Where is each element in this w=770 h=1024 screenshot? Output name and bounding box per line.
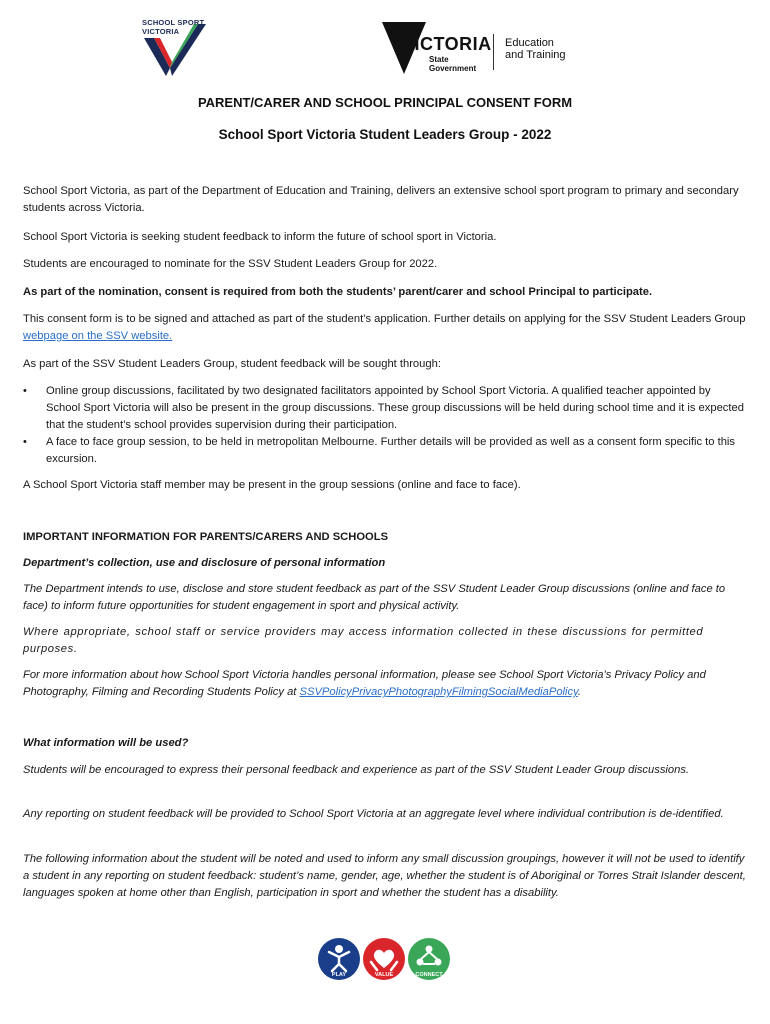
important-paragraph-2: Where appropriate, school staff or service providers may access information collected in these discussions for permitted purposes.: [23, 626, 704, 655]
important-paragraph-3: [23, 667, 748, 701]
important-paragraph-3-end: .: [577, 686, 581, 698]
play-icon: [318, 938, 360, 980]
vic-government-logo: [382, 20, 582, 76]
ssv-logo-line1: SCHOOL SPORT: [142, 18, 205, 27]
logo-divider: [493, 34, 494, 70]
vic-logo-sub2: Government: [429, 64, 477, 73]
ssv-privacy-policy-link[interactable]: SSVPolicyPrivacyPhotographyFilmingSocialMediaPolicy: [299, 686, 578, 698]
intro-paragraph-5: [23, 311, 748, 345]
what-info-paragraph-2: Any reporting on student feedback will be provided to School Sport Victoria at an aggregate level where individual contribution is de-identified.: [23, 808, 724, 820]
bullet-glyph-1: •: [23, 385, 27, 397]
form-title: PARENT/CARER AND SCHOOL PRINCIPAL CONSENT FORM: [197, 95, 573, 110]
what-info-paragraph-3: The following information about the student will be noted and used to inform any small discussion groupings, however it will not be used to identify a student in any reporting on student feedback: student’s name, gender, age, whether the student is of Aboriginal or Torres Strait Islander descent, languages spoken at home other than English, participation in sport and whether the student has a disability.: [23, 853, 746, 899]
bullet-glyph-2: •: [23, 436, 27, 448]
important-subheading: Department’s collection, use and disclosure of personal information: [23, 557, 386, 569]
important-paragraph-3-text: For more information about how School Sport Victoria handles personal information, please see School Sport Victoria’s Privacy Policy and Photography, Filming and Recording Students Policy at: [23, 669, 706, 698]
form-subtitle: School Sport Victoria Student Leaders Group - 2022: [218, 127, 552, 142]
ssv-logo-text: [142, 18, 204, 36]
ssv-logo-line2: VICTORIA: [142, 27, 180, 36]
connect-icon: [408, 938, 450, 980]
important-paragraph-1: The Department intends to use, disclose and store student feedback as part of the SSV Student Leader Group discussions (online and face to face) to inform future opportunities for student engagement in sport and physical activity.: [23, 583, 726, 612]
intro-paragraph-5-text: This consent form is to be signed and attached as part of the student’s application. Further details on applying for the SSV Student Leaders Group: [23, 313, 746, 325]
dept-line1: Education: [505, 37, 554, 49]
intro-paragraph-6: As part of the SSV Student Leaders Group, student feedback will be sought through:: [23, 358, 441, 370]
dept-line2: and Training: [505, 49, 566, 61]
ssv-logo: [140, 16, 212, 78]
vic-logo-word: VICTORIA: [402, 34, 492, 54]
vic-logo-sub1: State: [429, 55, 449, 64]
what-info-heading: What information will be used?: [23, 737, 189, 749]
intro-paragraph-4: As part of the nomination, consent is required from both the students’ parent/carer and school Principal to participate.: [23, 286, 653, 298]
intro-paragraph-7: A School Sport Victoria staff member may be present in the group sessions (online and face to face).: [23, 479, 521, 491]
footer-icons: [318, 938, 454, 982]
connect-label: CONNECT: [415, 972, 443, 978]
intro-paragraph-3: Students are encouraged to nominate for the SSV Student Leaders Group for 2022.: [23, 258, 438, 270]
play-label: PLAY: [331, 972, 347, 978]
value-icon: [363, 938, 405, 980]
bullet-item-1: Online group discussions, facilitated by two designated facilitators appointed by School Sport Victoria. A qualified teacher appointed by School Sport Victoria will also be present in the group discussions. These group discussions will be held during school time and it is expected that the student’s school provides supervision during their participation.: [46, 385, 744, 431]
bullet-item-2: A face to face group session, to be held in metropolitan Melbourne. Further details will be provided as well as a consent form specific to this excursion.: [46, 436, 736, 465]
intro-paragraph-1: School Sport Victoria, as part of the Department of Education and Training, delivers an extensive school sport program to primary and secondary students across Victoria.: [23, 185, 739, 214]
intro-paragraph-2: School Sport Victoria is seeking student feedback to inform the future of school sport in Victoria.: [23, 231, 497, 243]
value-label: VALUE: [374, 972, 394, 978]
important-heading: IMPORTANT INFORMATION FOR PARENTS/CARERS AND SCHOOLS: [23, 531, 389, 543]
ssv-website-link[interactable]: webpage on the SSV website.: [23, 330, 173, 342]
what-info-paragraph-1: Students will be encouraged to express their personal feedback and experience as part of the SSV Student Leader Group discussions.: [23, 764, 690, 776]
